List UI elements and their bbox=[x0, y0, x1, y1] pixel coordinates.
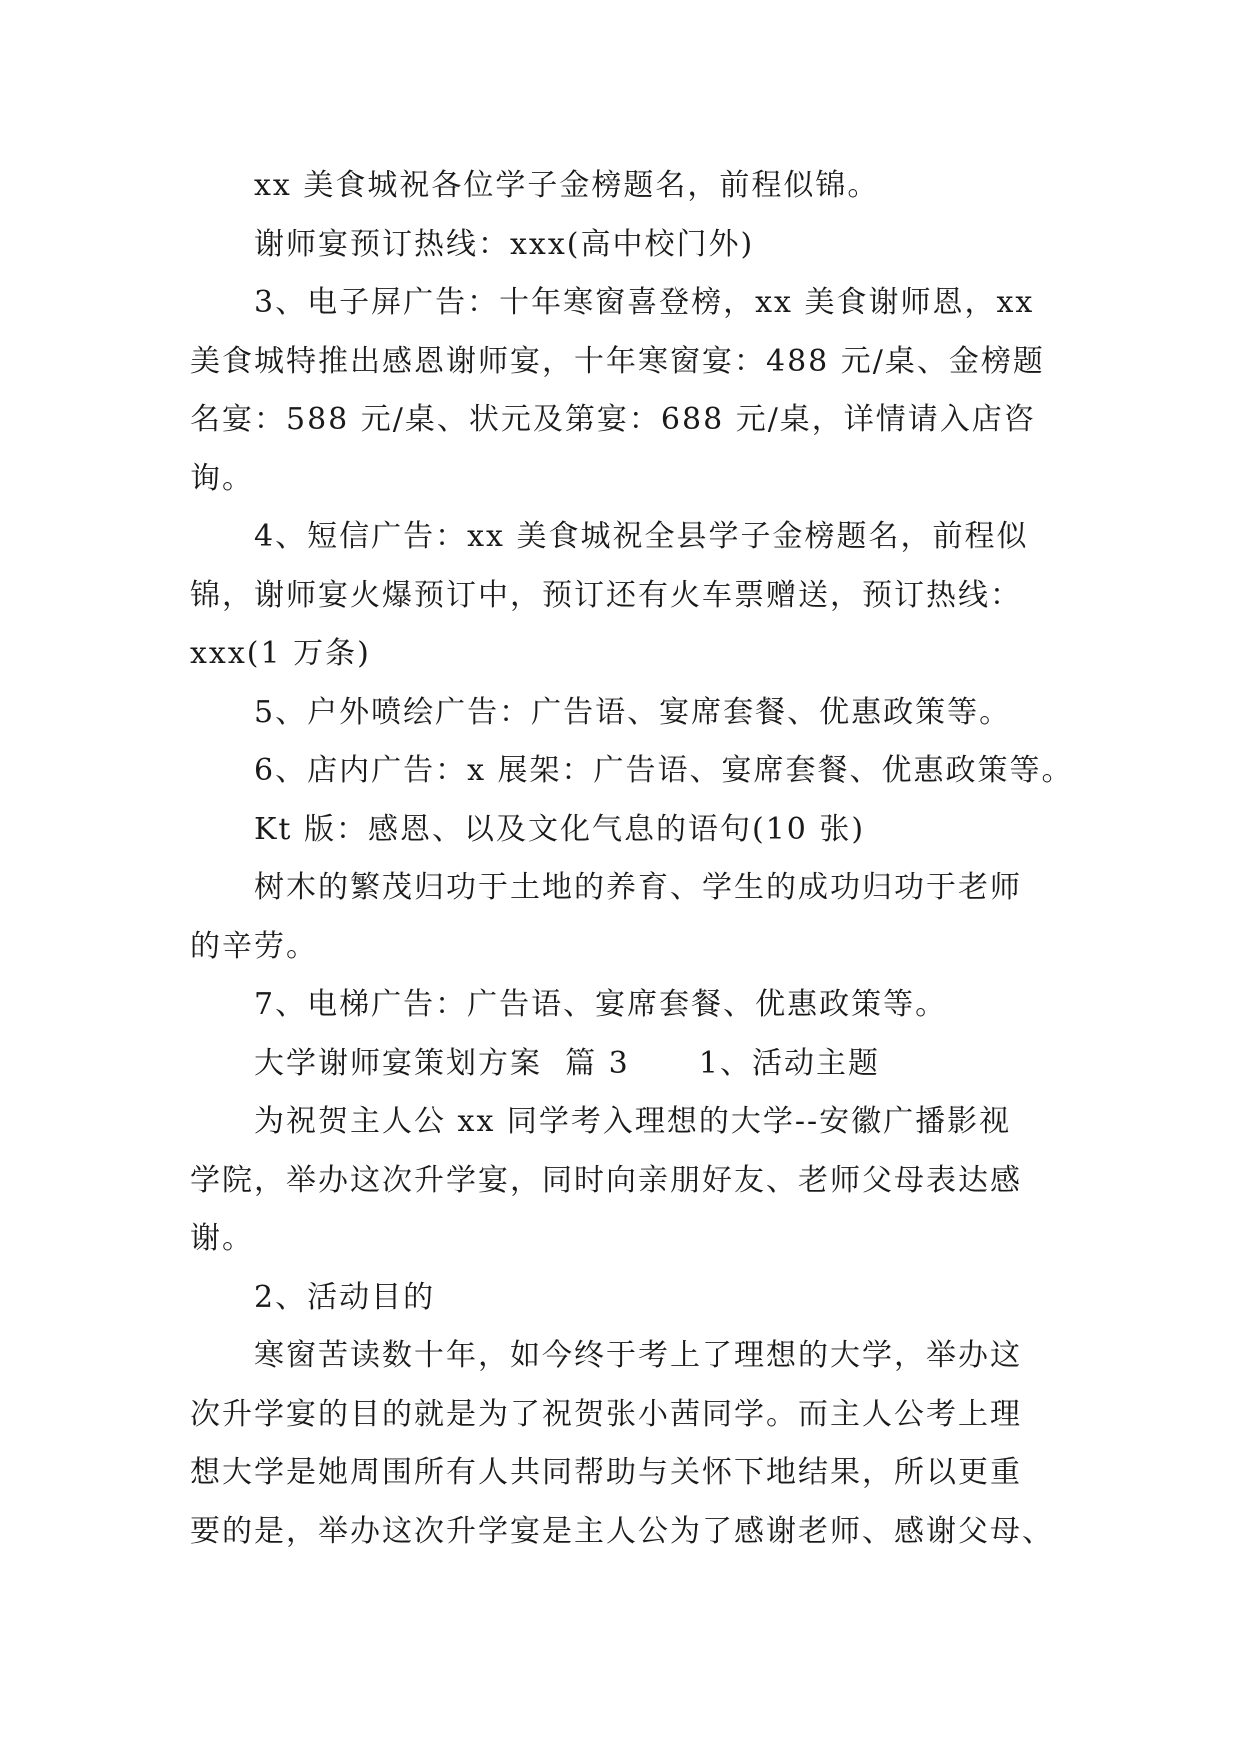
text-line: 想大学是她周围所有人共同帮助与关怀下地结果，所以更重 bbox=[190, 1455, 1022, 1490]
text-line: 谢师宴预订热线：xxx(高中校门外) bbox=[254, 227, 755, 262]
text-line: 名宴：588 元/桌、状元及第宴：688 元/桌，详情请入店咨 bbox=[190, 402, 1036, 437]
text-line: 次升学宴的目的就是为了祝贺张小茜同学。而主人公考上理 bbox=[190, 1397, 1022, 1432]
text-line: xxx(1 万条) bbox=[190, 636, 371, 671]
text-line: 2、活动目的 bbox=[254, 1280, 436, 1315]
text-line: 美食城特推出感恩谢师宴，十年寒窗宴：488 元/桌、金榜题 bbox=[190, 344, 1045, 379]
text-line: 锦，谢师宴火爆预订中，预订还有火车票赠送，预订热线： bbox=[190, 578, 1022, 613]
text-line: 的辛劳。 bbox=[190, 929, 318, 964]
text-line: xx 美食城祝各位学子金榜题名，前程似锦。 bbox=[254, 168, 880, 203]
text-line: 寒窗苦读数十年，如今终于考上了理想的大学，举办这 bbox=[254, 1338, 1022, 1373]
text-line: 5、户外喷绘广告：广告语、宴席套餐、优惠政策等。 bbox=[254, 695, 1012, 730]
text-line: Kt 版：感恩、以及文化气息的语句(10 张) bbox=[254, 812, 866, 847]
text-line: 学院，举办这次升学宴，同时向亲朋好友、老师父母表达感 bbox=[190, 1163, 1022, 1198]
text-line: 树木的繁茂归功于土地的养育、学生的成功归功于老师 bbox=[254, 870, 1022, 905]
text-line: 询。 bbox=[190, 461, 254, 496]
text-line: 要的是，举办这次升学宴是主人公为了感谢老师、感谢父母、 bbox=[190, 1514, 1054, 1549]
section-heading-line: 大学谢师宴策划方案 篇 3 1、活动主题 bbox=[254, 1046, 880, 1081]
text-line: 6、店内广告：x 展架：广告语、宴席套餐、优惠政策等。 bbox=[254, 753, 1074, 788]
text-line: 4、短信广告：xx 美食城祝全县学子金榜题名，前程似 bbox=[254, 519, 1029, 554]
text-line: 7、电梯广告：广告语、宴席套餐、优惠政策等。 bbox=[254, 987, 948, 1022]
text-line: 为祝贺主人公 xx 同学考入理想的大学--安徽广播影视 bbox=[254, 1104, 1012, 1139]
text-line: 3、电子屏广告：十年寒窗喜登榜，xx 美食谢师恩，xx bbox=[254, 285, 1035, 320]
text-line: 谢。 bbox=[190, 1221, 254, 1256]
